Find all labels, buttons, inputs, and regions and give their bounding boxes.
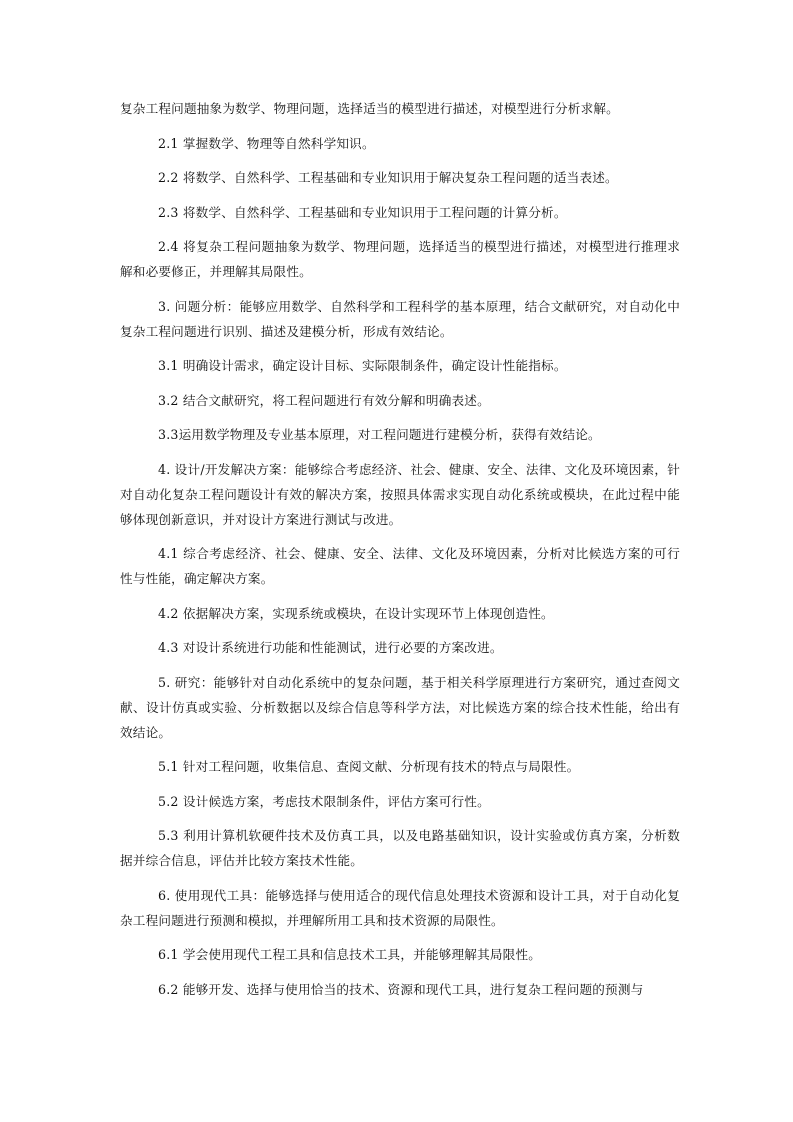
paragraph: 4.3 对设计系统进行功能和性能测试，进行必要的方案改进。 (158, 640, 503, 655)
paragraph: 3. 问题分析：能够应用数学、自然科学和工程科学的基本原理，结合文献研究，对自动化中复杂工程问题进行识别、描述及建模分析，形成有效结论。 (120, 298, 680, 339)
paragraph: 3.2 结合文献研究，将工程问题进行有效分解和明确表述。 (158, 392, 490, 408)
paragraph: 复杂工程问题抽象为数学、物理问题，选择适当的模型进行描述，对模型进行分析求解。 (120, 101, 619, 116)
paragraph: 2.2 将数学、自然科学、工程基础和专业知识用于解决复杂工程问题的适当表述。 (158, 170, 618, 185)
paragraph: 5. 研究：能够针对自动化系统中的复杂问题，基于相关科学原理进行方案研究，通过查阅文献、设计仿真或实验、分析数据以及综合信息等科学方法，对比候选方案的综合技术性能，给出有效结论。 (120, 674, 680, 740)
paragraph: 6. 使用现代工具：能够选择与使用适合的现代信息处理技术资源和设计工具，对于自动化复杂工程问题进行预测和模拟，并理解所用工具和技术资源的局限性。 (120, 887, 680, 928)
paragraph: 2.4 将复杂工程问题抽象为数学、物理问题，选择适当的模型进行描述，对模型进行推理求解和必要修正，并理解其局限性。 (120, 239, 680, 279)
document-body (120, 96, 680, 1011)
paragraph: 6.2 能够开发、选择与使用恰当的技术、资源和现代工具，进行复杂工程问题的预测与 (158, 981, 644, 997)
paragraph: 5.2 设计候选方案，考虑技术限制条件，评估方案可行性。 (158, 793, 490, 809)
paragraph: 3.3运用数学物理及专业基本原理，对工程问题进行建模分析，获得有效结论。 (158, 427, 601, 442)
paragraph: 5.1 针对工程问题，收集信息、查阅文献、分析现有技术的特点与局限性。 (158, 759, 580, 774)
paragraph: 4.1 综合考虑经济、社会、健康、安全、法律、文化及环境因素，分析对比候选方案的可行性与性能，确定解决方案。 (120, 546, 680, 586)
paragraph: 2.1 掌握数学、物理等自然科学知识。 (158, 135, 375, 151)
paragraph: 5.3 利用计算机软硬件技术及仿真工具，以及电路基础知识，设计实验或仿真方案，分析数据并综合信息，评估并比较方案技术性能。 (120, 828, 680, 868)
paragraph: 4. 设计/开发解决方案：能够综合考虑经济、社会、健康、安全、法律、文化及环境因素，针对自动化复杂工程问题设计有效的解决方案，按照具体需求实现自动化系统或模块，在此过程中能够体现创新意识，并对设计方案进行测试与改进。 (120, 461, 680, 527)
paragraph: 6.1 学会使用现代工程工具和信息技术工具，并能够理解其局限性。 (158, 947, 542, 962)
paragraph: 2.3 将数学、自然科学、工程基础和专业知识用于工程问题的计算分析。 (158, 204, 567, 220)
paragraph: 4.2 依据解决方案，实现系统或模块，在设计实现环节上体现创造性。 (158, 605, 554, 621)
paragraph: 3.1 明确设计需求，确定设计目标、实际限制条件，确定设计性能指标。 (158, 358, 567, 373)
